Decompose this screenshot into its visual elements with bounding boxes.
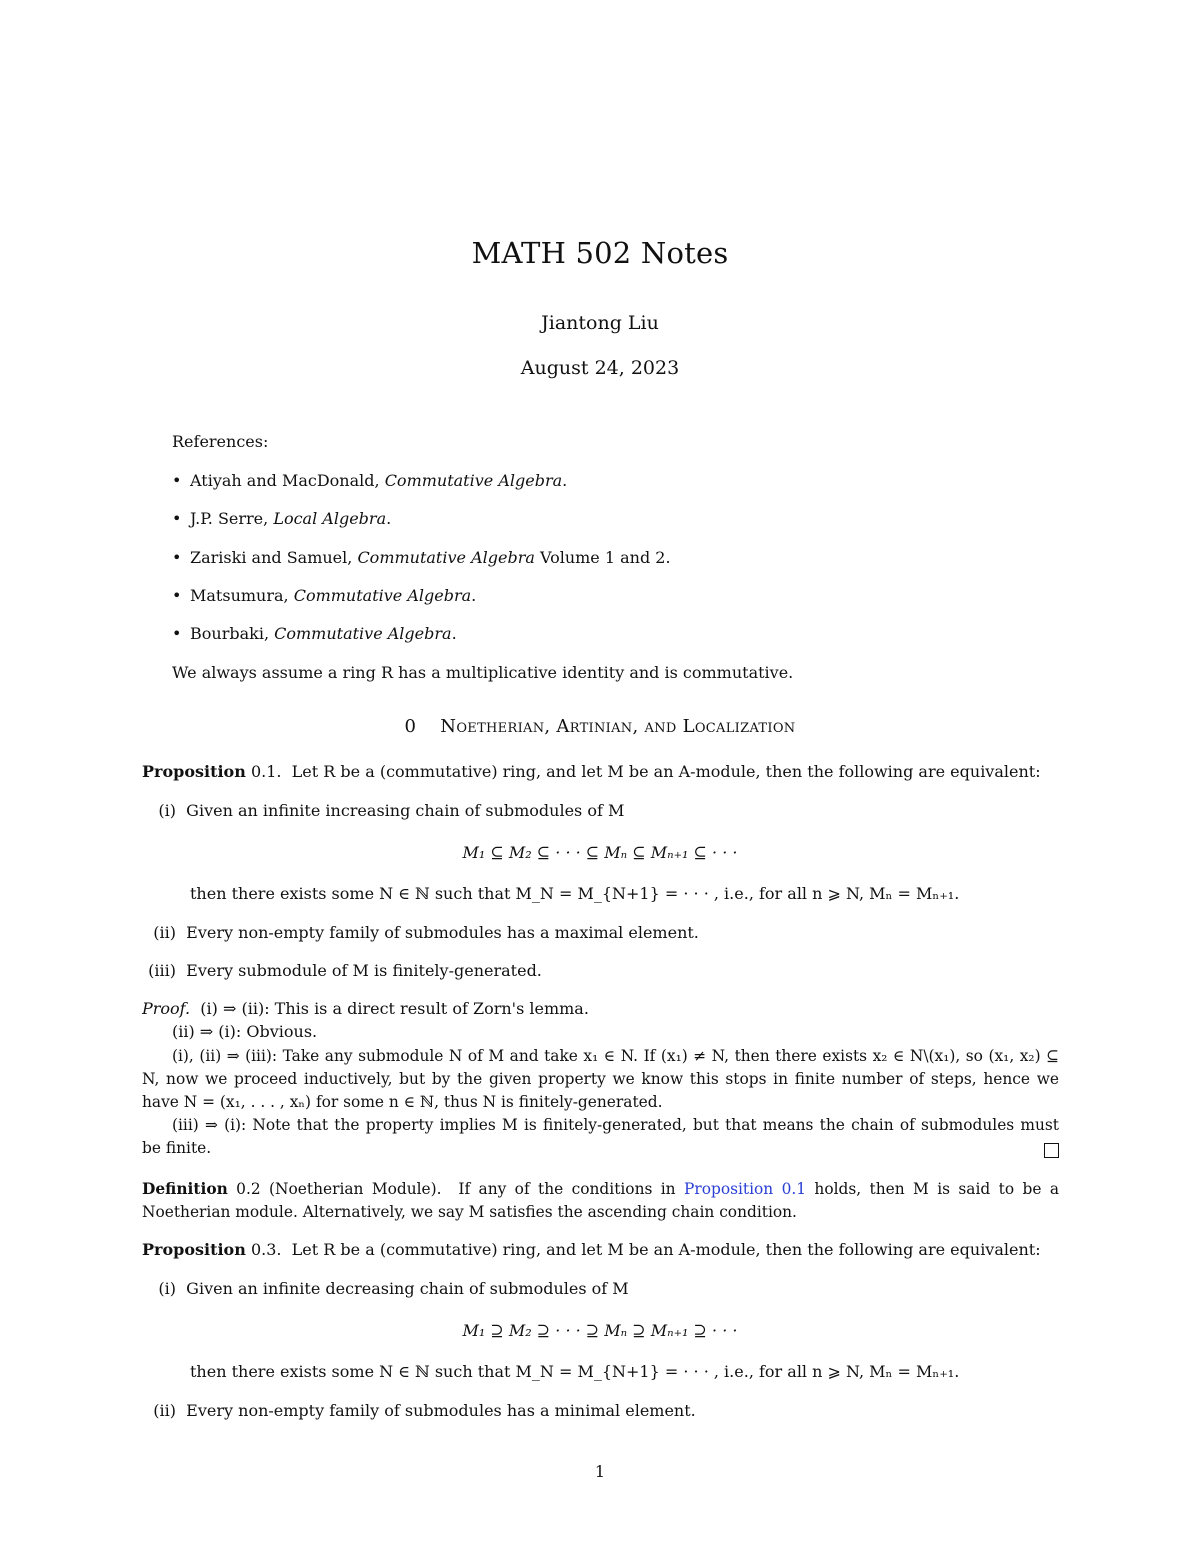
display-equation: M₁ ⊆ M₂ ⊆ · · · ⊆ Mₙ ⊆ Mₙ₊₁ ⊆ · · · (462, 843, 738, 862)
bullet-icon: • (172, 586, 182, 605)
reference-item: • Zariski and Samuel, Commutative Algebra Volume 1 and 2. (172, 548, 671, 567)
list-item: (i) Given an infinite decreasing chain of submodules of M (158, 1279, 629, 1298)
proof-paragraph: (i), (ii) ⇒ (iii): Take any submodule N of M and take x₁ ∈ N. If (x₁) ≠ N, then there exists x₂ ∈ N\(x₁), so (x₁, x₂) ⊆ N, now we proceed inductively, but by the given property we know this stops in finite number of steps, hence we have N = (x₁, . . . , xₙ) for some n ∈ ℕ, thus N is finitely-generated. (142, 1047, 1059, 1111)
list-item: (iii) Every submodule of M is finitely-generated. (148, 961, 542, 980)
section-title: Noetherian, Artinian, and Localization (440, 716, 796, 737)
author-name: Jiantong Liu (541, 312, 659, 334)
bullet-icon: • (172, 471, 182, 490)
reference-item: • Atiyah and MacDonald, Commutative Algebra. (172, 471, 568, 490)
list-item: (ii) Every non-empty family of submodules has a minimal element. (153, 1401, 696, 1420)
chain-conclusion: then there exists some N ∈ ℕ such that M_N = M_{N+1} = · · · , i.e., for all n ⩾ N, Mₙ = Mₙ₊₁. (190, 1362, 960, 1381)
list-item: (ii) Every non-empty family of submodules has a maximal element. (153, 923, 699, 942)
proof-line: (ii) ⇒ (i): Obvious. (172, 1022, 318, 1041)
display-equation: M₁ ⊇ M₂ ⊇ · · · ⊇ Mₙ ⊇ Mₙ₊₁ ⊇ · · · (462, 1321, 738, 1340)
reference-item: • Bourbaki, Commutative Algebra. (172, 624, 457, 643)
definition-0-2: Definition 0.2 (Noetherian Module). If any of the conditions in Proposition 0.1 holds, then M is said to be a Noetherian module. Alternatively, we say M satisfies the ascending chain condition. (142, 1180, 1059, 1221)
paper-title: MATH 502 Notes (471, 236, 729, 270)
proposition-0-1: Proposition 0.1. Let R be a (commutative) ring, and let M be an A-module, then the following are equivalent: (142, 762, 1041, 781)
section-heading (0, 716, 1200, 737)
references-label: References: (172, 432, 269, 451)
qed-icon (1044, 1143, 1059, 1158)
bullet-icon: • (172, 548, 182, 567)
paper-date: August 24, 2023 (520, 357, 680, 379)
proof-paragraph: (iii) ⇒ (i): Note that the property implies M is finitely-generated, but that means the chain of submodules must be finite. (142, 1116, 1059, 1157)
reference-item: • Matsumura, Commutative Algebra. (172, 586, 477, 605)
bullet-icon: • (172, 624, 182, 643)
ring-assumption: We always assume a ring R has a multiplicative identity and is commutative. (172, 663, 794, 682)
reference-item: • J.P. Serre, Local Algebra. (172, 509, 392, 528)
section-number: 0 (404, 716, 417, 737)
chain-conclusion: then there exists some N ∈ ℕ such that M_N = M_{N+1} = · · · , i.e., for all n ⩾ N, Mₙ = Mₙ₊₁. (190, 884, 960, 903)
proof-line: Proof. (i) ⇒ (ii): This is a direct result of Zorn's lemma. (142, 999, 589, 1018)
list-item: (i) Given an infinite increasing chain of submodules of M (158, 801, 625, 820)
proposition-0-3: Proposition 0.3. Let R be a (commutative) ring, and let M be an A-module, then the following are equivalent: (142, 1240, 1041, 1259)
bullet-icon: • (172, 509, 182, 528)
proposition-link[interactable]: Proposition 0.1 (683, 1180, 807, 1198)
page-number: 1 (594, 1462, 606, 1481)
